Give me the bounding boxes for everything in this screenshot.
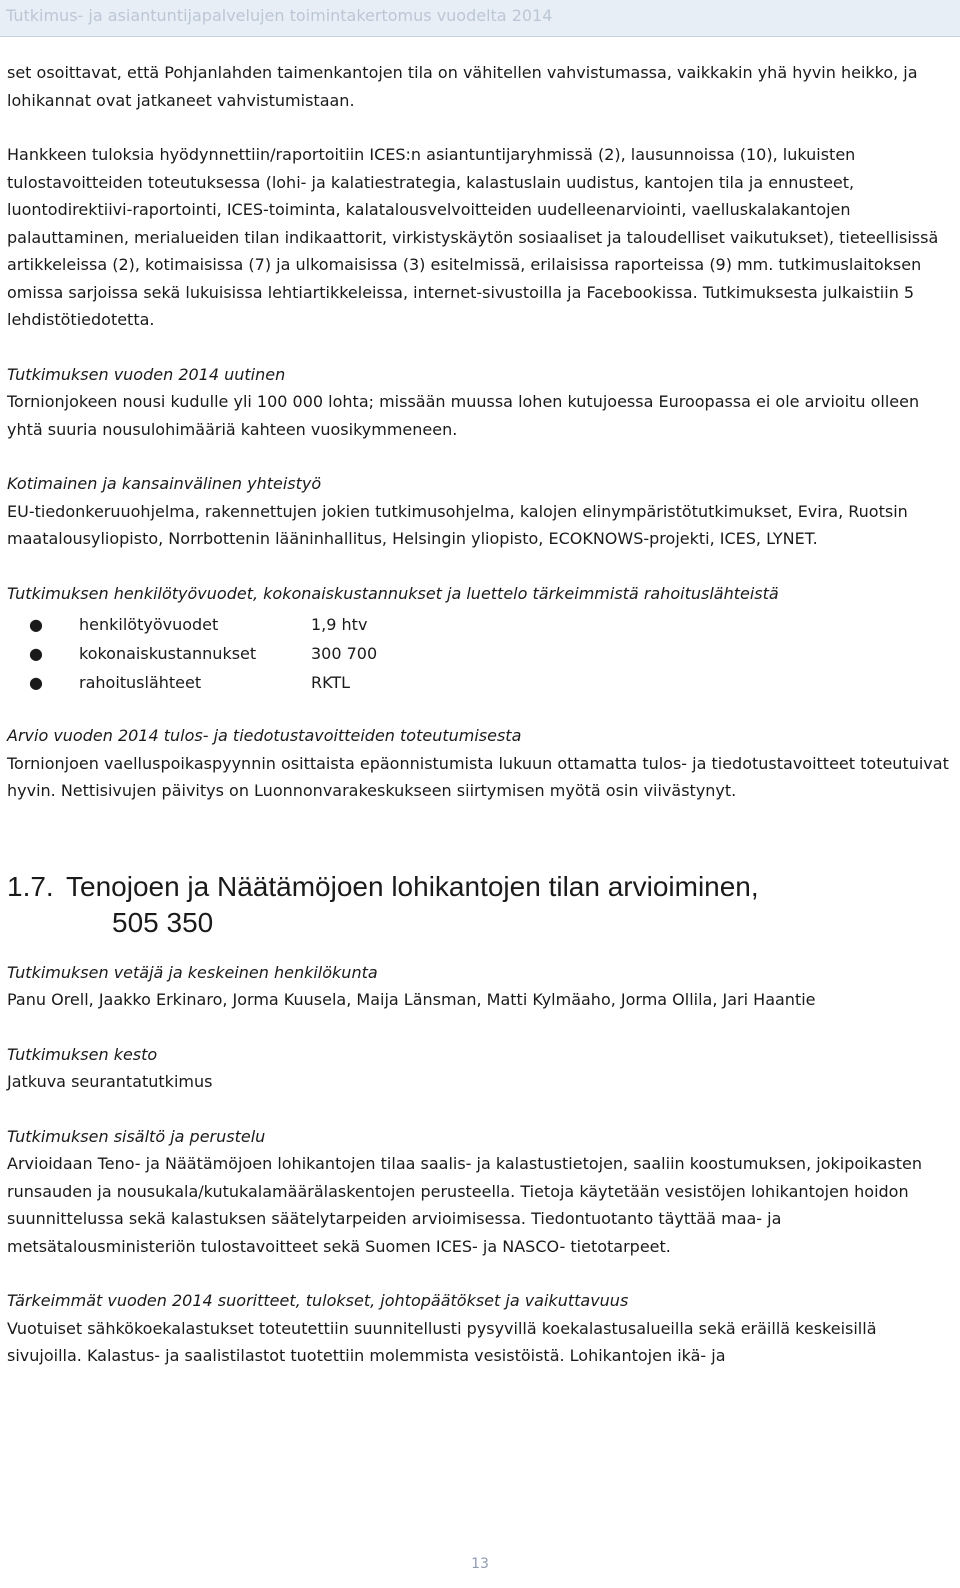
bullet-icon: ● xyxy=(29,615,43,634)
resource-value: 1,9 htv xyxy=(311,615,368,634)
news-text: Tornionjokeen nousi kudulle yli 100 000 lohta; missään muussa lohen kutujoessa Euroopassa ei ole arvioitu olleen yhtä suuria nousulohimääriä kahteen vuosikymmeneen. xyxy=(7,392,920,439)
news-heading: Tutkimuksen vuoden 2014 uutinen xyxy=(7,364,286,384)
intro-paragraph-2: Hankkeen tuloksia hyödynnettiin/raportoitiin ICES:n asiantuntijaryhmissä (2), lausunnoissa (10), lukuisten tulostavoitteiden toteutuksessa (lohi- ja kalatiestrategia, kalastuslain uudistus, kantojen tila ja ennusteet, luontodirektiivi-raportointi, ICES-toiminta, kalatalousvelvoitteiden uudelleenarviointi, vaelluskalakantojen palauttaminen, merialueiden tilan indikaattorit, virkistyskäytön sosiaaliset ja taloudelliset vaikutukset), tieteellisissä artikkeleissa (2), kotimaisissa (7) ja ulkomaisissa (3) esitelmissä, erilaisissa raporteissa (9) mm. tutkimuslaitoksen omissa sarjoissa sekä lukuisissa lehtiartikkeleissa, internet-sivustoilla ja Facebookissa. Tutkimuksesta julkaistiin 5 lehdistötiedotetta. xyxy=(7,145,939,329)
cooperation-heading: Kotimainen ja kansainvälinen yhteistyö xyxy=(7,474,322,493)
resource-label: rahoituslähteet xyxy=(79,673,202,692)
content-basis-heading: Tutkimuksen sisältö ja perustelu xyxy=(7,1126,266,1146)
leader-text: Panu Orell, Jaakko Erkinaro, Jorma Kuusela, Maija Länsman, Matti Kylmäaho, Jorma Ollila, Jari Haantie xyxy=(7,990,816,1009)
resource-label: henkilötyövuodet xyxy=(79,615,219,634)
evaluation-heading: Arvio vuoden 2014 tulos- ja tiedotustavoitteiden toteutumisesta xyxy=(7,726,522,745)
content-basis-text: Arvioidaan Teno- ja Näätämöjoen lohikantojen tilaa saalis- ja kalastustietojen, saaliin koostumuksen, jokipoikasten runsauden ja nousukala/kutukalamäärälaskentojen perusteella. Tietoja käytetään vesistöjen lohikantojen hoidon suunnittelussa sekä kalastuksen säätelytarpeiden arvioimisessa. Tiedontuotanto täyttää maa- ja metsätalousministeriön tulostavoitteet sekä Suomen ICES- ja NASCO- tietotarpeet. xyxy=(7,1154,922,1256)
bullet-icon: ● xyxy=(29,644,43,663)
achievements-text: Vuotuiset sähkökoekalastukset toteutettiin suunnitellusti pysyvillä koekalastusalueilla sekä eräillä keskeisillä sivujoilla. Kalastus- ja saalistilastot tuotettiin molemmista vesistöistä. Lohikantojen ikä- ja xyxy=(7,1318,877,1365)
resource-value: 300 700 xyxy=(311,644,378,663)
section-code: 505 350 xyxy=(112,906,214,938)
document-body xyxy=(7,59,953,1370)
evaluation-text: Tornionjoen vaelluspoikaspyynnin osittaista epäonnistumista lukuun ottamatta tulos- ja tiedotustavoitteet toteutuivat hyvin. Nettisivujen päivitys on Luonnonvarakeskukseen siirtymisen myötä osin viivästynyt. xyxy=(7,753,949,800)
duration-text: Jatkuva seurantatutkimus xyxy=(7,1072,213,1091)
resources-heading: Tutkimuksen henkilötyövuodet, kokonaiskustannukset ja luettelo tärkeimmistä rahoituslähteistä xyxy=(7,583,779,603)
resource-item xyxy=(7,610,953,639)
header-title: Tutkimus- ja asiantuntijapalvelujen toimintakertomus vuodelta 2014 xyxy=(6,6,553,25)
page-number: 13 xyxy=(471,1556,489,1572)
bullet-icon: ● xyxy=(29,673,43,692)
achievements-heading: Tärkeimmät vuoden 2014 suoritteet, tulokset, johtopäätökset ja vaikuttavuus xyxy=(7,1291,629,1310)
duration-heading: Tutkimuksen kesto xyxy=(7,1044,158,1064)
resource-label: kokonaiskustannukset xyxy=(79,644,257,663)
resource-value: RKTL xyxy=(311,673,351,692)
resource-item xyxy=(7,639,953,668)
page-header xyxy=(0,0,960,37)
intro-paragraph-1: set osoittavat, että Pohjanlahden taimenkantojen tila on vähitellen vahvistumassa, vaikkakin yhä hyvin heikko, ja lohikannat ovat jatkaneet vahvistumistaan. xyxy=(7,63,918,110)
section-title xyxy=(7,869,953,941)
resource-item xyxy=(7,668,953,697)
cooperation-text: EU-tiedonkeruuohjelma, rakennettujen jokien tutkimusohjelma, kalojen elinympäristötutkimukset, Evira, Ruotsin maatalousyliopisto, Norrbottenin lääninhallitus, Helsingin yliopisto, ECOKNOWS-projekti, ICES, LYNET. xyxy=(7,501,908,548)
section-title-text: Tenojoen ja Näätämöjoen lohikantojen tilan arvioiminen, xyxy=(66,870,759,902)
section-number: 1.7. xyxy=(7,870,54,902)
leader-heading: Tutkimuksen vetäjä ja keskeinen henkilökunta xyxy=(7,962,378,982)
resources-list xyxy=(7,610,953,697)
